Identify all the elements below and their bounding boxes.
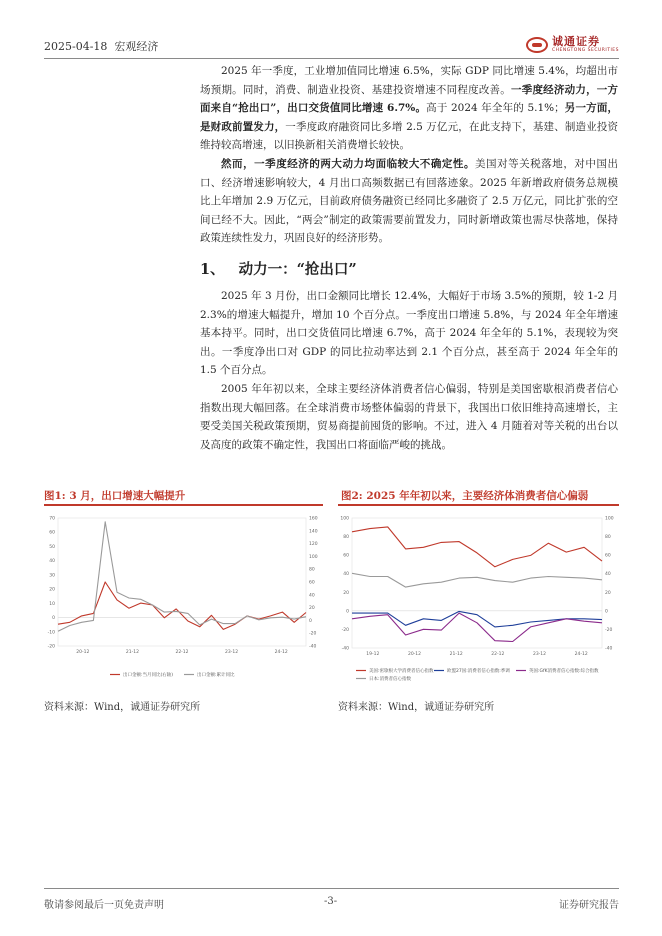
legend-label: 日本:消费者信心指数 [369, 677, 412, 682]
page-number: -3- [324, 896, 338, 907]
series-line-2 [352, 613, 602, 641]
logo-name: 诚通证券 [551, 35, 600, 49]
y-left-tick-label: 30 [49, 573, 55, 579]
bold-text-run: 一季度经济动力，一方面来自“抢出口”，出口交货值同比增速 6.7%。 [200, 83, 619, 114]
y-right-tick-label: 80 [309, 567, 315, 573]
plot-frame [352, 518, 602, 648]
figure1-title: 图1: 3 月，出口增速大幅提升 [44, 490, 186, 502]
y-right-tick-label: 120 [309, 542, 318, 548]
x-tick-label: 19-12 [366, 652, 380, 657]
y-left-tick-label: -40 [341, 646, 349, 652]
figure1-chart [44, 508, 323, 688]
date-text: 2025-04-18 [44, 40, 108, 53]
y-left-tick-label: 20 [343, 590, 349, 596]
footer-report-type: 证券研究报告 [559, 900, 619, 911]
x-tick-label: 20-12 [407, 652, 422, 657]
report-date [44, 38, 158, 54]
legend-label: 出口金额:当月同比(右轴) [123, 673, 174, 678]
y-left-tick-label: 100 [340, 516, 349, 522]
y-left-tick-label: 60 [343, 553, 349, 559]
paragraph [200, 155, 618, 248]
y-right-tick-label: 60 [605, 553, 611, 559]
y-right-tick-label: 40 [605, 572, 611, 578]
category-text: 宏观经济 [114, 40, 159, 53]
bold-text-run: 然而，一季度经济的两大动力均面临较大不确定性。 [221, 158, 475, 170]
plot-frame [58, 518, 306, 646]
legend-label: 欧盟27国:消费者信心指数:季调 [447, 669, 510, 674]
legend-label: 出口金额:累计同比 [197, 673, 235, 678]
y-right-tick-label: 20 [309, 606, 315, 612]
company-logo [526, 34, 619, 56]
series-line-3 [352, 573, 602, 587]
legend-label: 美国:密歇根大学消费者信心指数 [369, 669, 434, 674]
y-left-tick-label: 0 [52, 616, 55, 622]
y-left-tick-label: 60 [49, 530, 55, 536]
y-left-tick-label: 70 [49, 516, 55, 522]
y-right-tick-label: -40 [605, 646, 613, 652]
text-run: 一季度政府融资同比多增 2.5 万亿元，在此支持下，基建、制造业投资维持较高增速，以旧换新相关消费增长较快。 [200, 120, 619, 151]
x-tick-label: 21-12 [449, 652, 463, 657]
y-left-tick-label: 50 [49, 544, 55, 550]
text-run: 2025 年一季度，工业增加值同比增速 6.5%，实际 GDP 同比增速 5.4%，均超出市场预期。同时，消费、制造业投资、基建投资增速不同程度改善。 [200, 65, 618, 96]
x-tick-label: 23-12 [225, 650, 239, 655]
y-left-tick-label: 20 [49, 587, 55, 593]
section-title: 动力一：“抢出口” [238, 261, 357, 278]
y-left-tick-label: 40 [49, 559, 55, 565]
text-run: 美国对等关税落地，对中国出口、经济增速影响较大，4 月出口高频数据已有回落迹象。2025 年新增政府债务总规模比上年增加 2.9 万亿元，目前政府债务融资已经同比多融资了 2.5 万亿元，同比扩张的空间已经不大。因此，“两会”制定的政策需要前置发力，同时新增政策也需尽快落地，保持政策连续性发力，巩固良好的经济形势。 [200, 158, 619, 244]
paragraph [200, 380, 618, 454]
figure2-chart [338, 508, 619, 688]
logo-english-name: CHENGTONG SECURITIES [551, 48, 619, 54]
section-number: 1、 [200, 261, 225, 278]
x-tick-label: 20-12 [76, 650, 90, 655]
y-left-tick-label: -20 [341, 627, 349, 633]
y-right-tick-label: 80 [605, 535, 611, 541]
footer-disclaimer: 敬请参阅最后一页免责声明 [44, 900, 164, 911]
y-right-tick-label: 60 [309, 580, 315, 586]
paragraph [200, 62, 618, 155]
y-left-tick-label: 40 [343, 572, 349, 578]
x-tick-label: 22-12 [175, 650, 189, 655]
y-right-tick-label: -20 [605, 627, 613, 633]
text-run: 高于 2024 年全年的 5.1%； [426, 102, 565, 114]
y-right-tick-label: 160 [309, 516, 318, 522]
text-run: 2025 年 3 月份，出口金额同比增长 12.4%，大幅好于市场 3.5%的预期，较 1-2 月 2.3%的增速大幅提升，增加 10 个百分点。一季度出口增速 5.8%，与 2024 年全年增速基本持平。同时，出口交货值同比增速 6.7%，高于 2024 年全年的 5.1%，表现较为突出。一季度净出口对 GDP 的同比拉动率达到 2.1 个百分点，甚至高于 2024 年全年的 1.5 个百分点。 [200, 290, 618, 376]
figure1-source: 资料来源：Wind，诚通证券研究所 [44, 702, 201, 713]
x-tick-label: 21-12 [125, 650, 139, 655]
y-right-tick-label: -20 [309, 631, 317, 637]
logo-icon [526, 37, 548, 53]
x-tick-label: 24-12 [274, 650, 288, 655]
y-right-tick-label: 40 [309, 593, 315, 599]
figure2-svg [338, 508, 619, 688]
text-run: 2005 年年初以来，全球主要经济体消费者信心偏弱，特别是美国密歇根消费者信心指数出现大幅回落。在全球消费市场整体偏弱的背景下，我国出口依旧维持高速增长，主要受美国关税政策预期，贸易商提前囤货的影响。不过，进入 4 月随着对等关税的出台以及高度的政策不确定性，我国出口将面临严峻的挑战。 [200, 383, 618, 451]
y-left-tick-label: 80 [343, 535, 349, 541]
y-left-tick-label: -10 [47, 630, 55, 636]
y-right-tick-label: 20 [605, 590, 611, 596]
page-header [44, 34, 619, 59]
bold-text-run: 另一方面，是财政前置发力， [200, 102, 618, 133]
x-tick-label: 22-12 [491, 652, 505, 657]
section-heading [200, 258, 371, 279]
figure2-title: 图2: 2025 年年初以来，主要经济体消费者信心偏弱 [341, 490, 589, 502]
y-right-tick-label: 140 [309, 529, 318, 535]
y-right-tick-label: 100 [309, 554, 318, 560]
figure2-source: 资料来源：Wind，诚通证券研究所 [338, 702, 495, 713]
y-left-tick-label: 0 [346, 609, 349, 615]
series-line-0 [352, 527, 602, 567]
figure1-svg [44, 508, 323, 688]
legend-label: 英国:GfK消费者信心指数:综合指数 [529, 669, 599, 674]
y-left-tick-label: -20 [47, 644, 55, 650]
y-right-tick-label: 0 [605, 609, 608, 615]
x-tick-label: 24-12 [574, 652, 588, 657]
x-tick-label: 23-12 [532, 652, 547, 657]
page-footer [44, 888, 619, 911]
y-right-tick-label: -40 [309, 644, 317, 650]
y-left-tick-label: 10 [49, 601, 55, 607]
paragraph [200, 287, 618, 380]
y-right-tick-label: 100 [605, 516, 614, 522]
y-right-tick-label: 0 [309, 618, 312, 624]
